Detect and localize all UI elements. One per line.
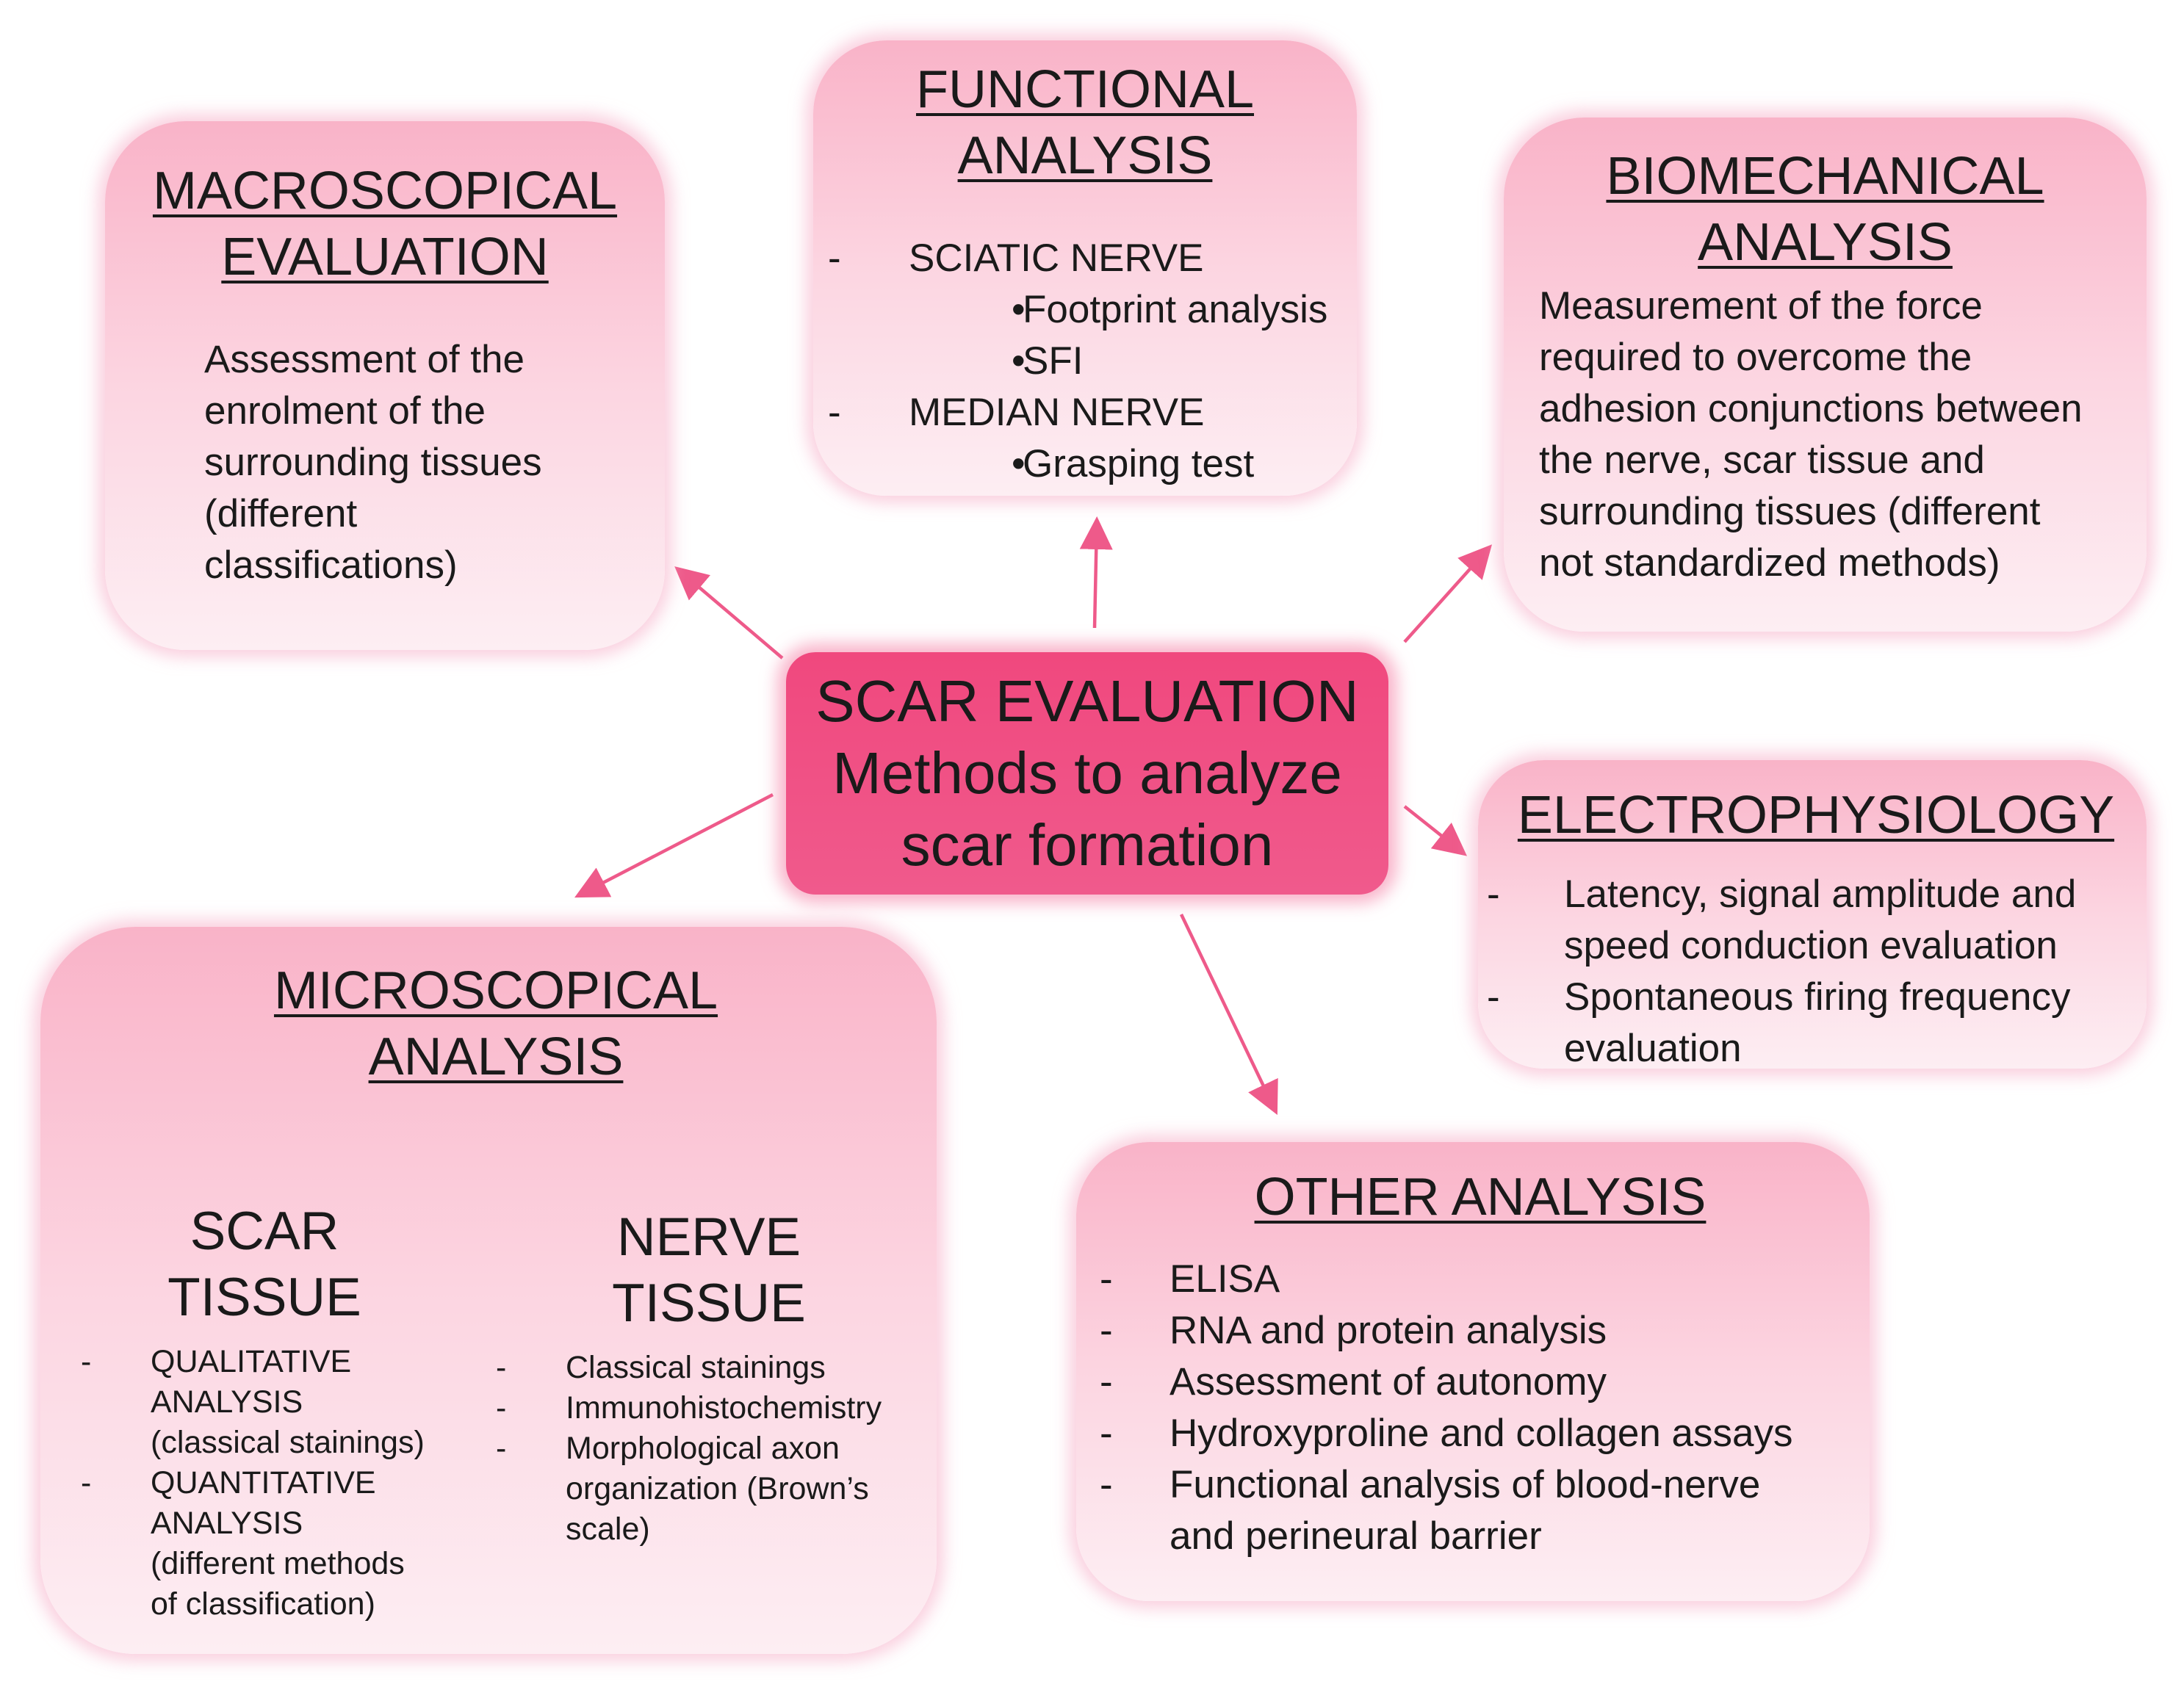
microscopical-analysis-box <box>40 927 937 1654</box>
electro-item-1-line2: speed conduction evaluation <box>1564 924 2058 967</box>
blood-nerve-item-line2: and perineural barrier <box>1170 1514 1542 1558</box>
biomechanical-analysis-box <box>1504 118 2147 632</box>
arrow-to-microscopical <box>580 795 773 895</box>
nerve-tissue-list: - Classical stainings - Immunohistochemistry - Morphological axon organization (Brown’s scale) <box>496 1348 937 1550</box>
bullet-marker: • <box>1012 288 1026 331</box>
dash-marker: - <box>1487 975 1500 1019</box>
microscopical-title: MICROSCOPICAL ANALYSIS <box>273 961 718 1086</box>
dash-marker: - <box>496 1431 507 1466</box>
hydroxyproline-item: Hydroxyproline and collagen assays <box>1170 1412 1793 1455</box>
dash-marker: - <box>1100 1412 1113 1455</box>
functional-analysis-box <box>813 40 1357 496</box>
arrow-to-macroscopical <box>680 571 782 658</box>
arrow-to-other <box>1181 914 1275 1109</box>
arrow-to-electrophysiology <box>1405 806 1462 852</box>
other-analysis-box <box>1076 1142 1870 1601</box>
autonomy-item: Assessment of autonomy <box>1170 1360 1607 1404</box>
blood-nerve-item-line1: Functional analysis of blood-nerve <box>1170 1463 1761 1506</box>
electro-item-1-line1: Latency, signal amplitude and <box>1564 873 2077 916</box>
electrophysiology-list <box>1487 869 2141 1074</box>
center-title: SCAR EVALUATION <box>815 668 1359 734</box>
grasping-test-item: Grasping test <box>1023 442 1255 485</box>
scar-tissue-list: - QUALITATIVE ANALYSIS (classical stainings) - QUANTITATIVE ANALYSIS (different methods of classification) <box>81 1342 522 1625</box>
biomechanical-title: BIOMECHANICAL ANALYSIS <box>1606 147 2044 272</box>
scar-tissue-title: SCAR TISSUE <box>167 1202 361 1327</box>
sciatic-nerve-label: SCIATIC NERVE <box>909 236 1204 280</box>
macroscopical-text: Assessment of the enrolment of the surrounding tissues (different classifications) <box>204 338 542 587</box>
bullet-marker: • <box>1012 442 1026 485</box>
arrow-to-biomechanical <box>1405 549 1488 642</box>
rna-protein-item: RNA and protein analysis <box>1170 1309 1607 1352</box>
nerve-tissue-title: NERVE TISSUE <box>612 1207 806 1333</box>
electro-item-2-line1: Spontaneous firing frequency <box>1564 975 2071 1019</box>
biomechanical-text: Measurement of the force required to overcome the adhesion conjunctions between the nerve, scar tissue and surrounding tissues (different not standardized methods) <box>1539 284 2083 585</box>
electro-item-2-line2: evaluation <box>1564 1027 1742 1070</box>
other-analysis-title: OTHER ANALYSIS <box>1254 1168 1707 1227</box>
macroscopical-title: MACROSCOPICAL EVALUATION <box>152 162 618 286</box>
dash-marker: - <box>828 236 841 280</box>
arrow-to-functional <box>1095 523 1097 628</box>
scar-evaluation-center-node <box>786 652 1388 895</box>
dash-marker: - <box>81 1344 92 1379</box>
dash-marker: - <box>496 1390 507 1426</box>
footprint-analysis-item: Footprint analysis <box>1023 288 1328 331</box>
electrophysiology-box <box>1478 760 2147 1069</box>
dash-marker: - <box>81 1465 92 1500</box>
dash-marker: - <box>1100 1257 1113 1301</box>
dash-marker: - <box>828 391 841 434</box>
electrophysiology-title: ELECTROPHYSIOLOGY <box>1517 786 2115 845</box>
sfi-item: SFI <box>1023 339 1084 383</box>
other-analysis-list <box>1100 1254 1864 1562</box>
dash-marker: - <box>1100 1360 1113 1404</box>
elisa-item: ELISA <box>1170 1257 1280 1301</box>
macroscopical-evaluation-box <box>105 121 665 650</box>
dash-marker: - <box>1100 1309 1113 1352</box>
dash-marker: - <box>1487 873 1500 916</box>
median-nerve-label: MEDIAN NERVE <box>909 391 1205 434</box>
functional-title: FUNCTIONAL ANALYSIS <box>915 60 1255 185</box>
bullet-marker: • <box>1012 339 1026 383</box>
center-subtitle-line1: Methods to analyze <box>832 740 1342 806</box>
functional-list <box>828 233 1357 490</box>
dash-marker: - <box>1100 1463 1113 1506</box>
center-subtitle-line2: scar formation <box>901 812 1274 878</box>
dash-marker: - <box>496 1350 507 1385</box>
